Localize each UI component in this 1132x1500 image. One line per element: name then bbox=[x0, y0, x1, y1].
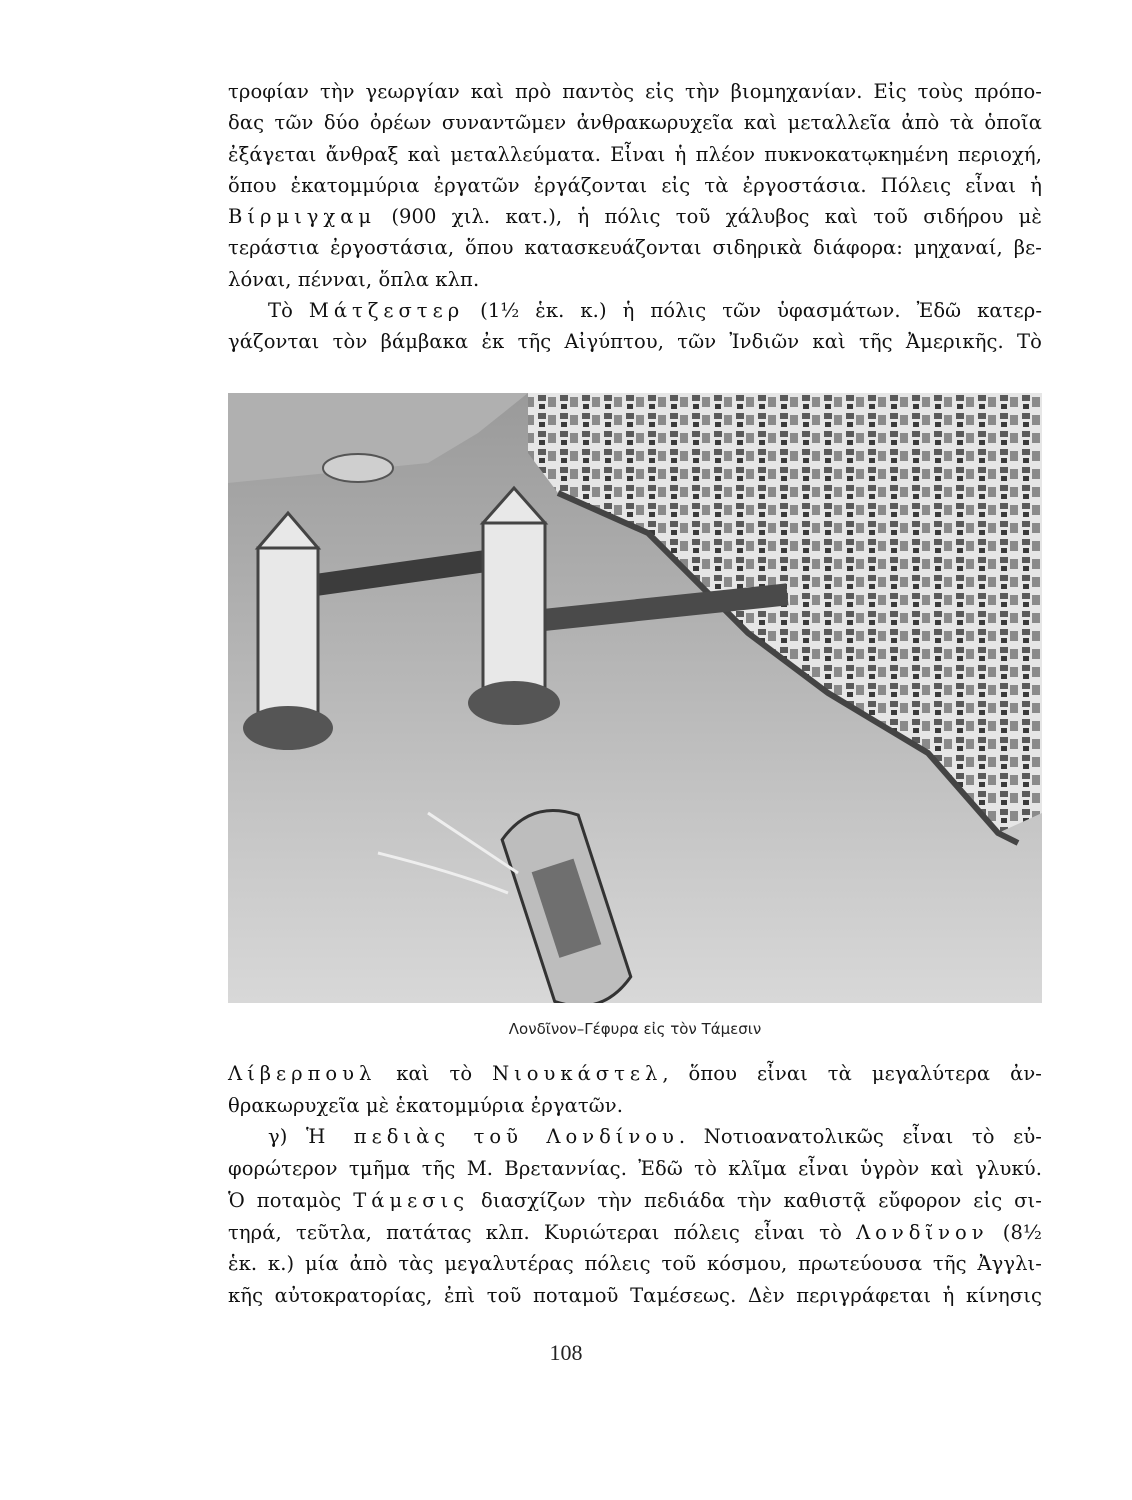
page-number: 108 bbox=[549, 1340, 583, 1365]
text-line: κῆς αὐτοκρατορίας, ἐπὶ τοῦ ποταμοῦ Ταμέσεως. Δὲν περιγράφεται ἡ κίνησις bbox=[228, 1283, 1042, 1307]
city-name-london: Λονδῖνον bbox=[856, 1220, 989, 1244]
text-fragment: διασχίζων τὴν πεδιάδα τὴν καθιστᾷ εὔφορον εἰς σι- bbox=[469, 1188, 1042, 1212]
text-line: γάζονται τὸν βάμβακα ἐκ τῆς Αἰγύπτου, τῶν Ἰνδιῶν καὶ τῆς Ἀμερικῆς. Τὸ bbox=[228, 330, 1042, 354]
text-fragment: Τὸ bbox=[268, 299, 309, 323]
text-fragment: γ) bbox=[268, 1125, 306, 1149]
section-heading: Ἡ πεδιὰς τοῦ Λονδίνου bbox=[306, 1125, 679, 1149]
city-name-liverpool: Λίβερπουλ bbox=[228, 1062, 377, 1085]
text-fragment: τηρά, τεῦτλα, πατάτας κλπ. Κυριώτεραι πόλεις εἶναι τὸ bbox=[228, 1220, 857, 1244]
text-fragment: . Νοτιοανατολικῶς εἶναι τὸ εὐ- bbox=[678, 1125, 1042, 1149]
top-paragraphs bbox=[228, 76, 1042, 358]
text-fragment: καὶ τὸ bbox=[376, 1062, 493, 1085]
text-line: φορώτερον τμῆμα τῆς Μ. Βρεταννίας. Ἐδῶ τὸ κλῖμα εἶναι ὑγρὸν καὶ γλυκύ. bbox=[228, 1157, 1042, 1181]
text-line: λόναι, πένναι, ὅπλα κλπ. bbox=[228, 267, 480, 291]
text-line bbox=[228, 1121, 1042, 1153]
city-name-newcastle: Νιουκάστελ bbox=[492, 1062, 663, 1085]
text-line bbox=[228, 1185, 1042, 1217]
bottom-paragraphs bbox=[228, 1058, 1042, 1312]
text-line bbox=[228, 1217, 1042, 1249]
city-name-manchester: Μάτζεστερ bbox=[308, 299, 465, 323]
tower-bridge-photo bbox=[228, 393, 1042, 1003]
text-line: ἐξάγεται ἄνθραξ καὶ μεταλλεύματα. Εἶναι ἡ πλέον πυκνοκατῳκημένη περιοχή, bbox=[228, 142, 1042, 166]
text-line: ἑκ. κ.) μία ἀπὸ τὰς μεγαλυτέρας πόλεις τοῦ κόσμου, πρωτεύουσα τῆς Ἀγγλι- bbox=[228, 1252, 1042, 1276]
text-line: θρακωρυχεῖα μὲ ἑκατομμύρια ἐργατῶν. bbox=[228, 1093, 624, 1117]
text-fragment: Ὁ ποταμὸς bbox=[228, 1188, 354, 1212]
text-fragment: (1½ ἑκ. κ.) ἡ πόλις τῶν ὑφασμάτων. Ἐδῶ κατερ- bbox=[464, 299, 1043, 323]
text-line bbox=[228, 295, 1042, 326]
text-line: ὅπου ἑκατομμύρια ἐργατῶν ἐργάζονται εἰς τὰ ἐργοστάσια. Πόλεις εἶναι ἡ bbox=[228, 173, 1042, 197]
photo-caption: Λονδῖνον–Γέφυρα εἰς τὸν Τάμεσιν bbox=[508, 1020, 762, 1038]
text-line bbox=[228, 1058, 1042, 1090]
text-line: τροφίαν τὴν γεωργίαν καὶ πρὸ παντὸς εἰς τὴν βιομηχανίαν. Εἰς τοὺς πρόπο- bbox=[228, 80, 1042, 103]
text-line: δας τῶν δύο ὀρέων συναντῶμεν ἀνθρακωρυχεῖα καὶ μεταλλεῖα ἀπὸ τὰ ὁποῖα bbox=[228, 111, 1042, 135]
river-name-thames: Τάμεσις bbox=[353, 1188, 470, 1212]
city-name-birmingham: Βίρμιγχαμ bbox=[228, 205, 377, 229]
text-line bbox=[228, 201, 1042, 232]
text-fragment: (8½ bbox=[988, 1220, 1043, 1244]
photo-illustration bbox=[228, 393, 1042, 1003]
text-line: τεράστια ἐργοστάσια, ὅπου κατασκευάζονται σιδηρικὰ διάφορα: μηχαναί, βε- bbox=[228, 236, 1042, 260]
text-fragment: (900 χιλ. κατ.), ἡ πόλις τοῦ χάλυβος καὶ τοῦ σιδήρου μὲ bbox=[376, 205, 1042, 229]
text-fragment: , ὅπου εἶναι τὰ μεγαλύτερα ἀν- bbox=[662, 1062, 1042, 1085]
